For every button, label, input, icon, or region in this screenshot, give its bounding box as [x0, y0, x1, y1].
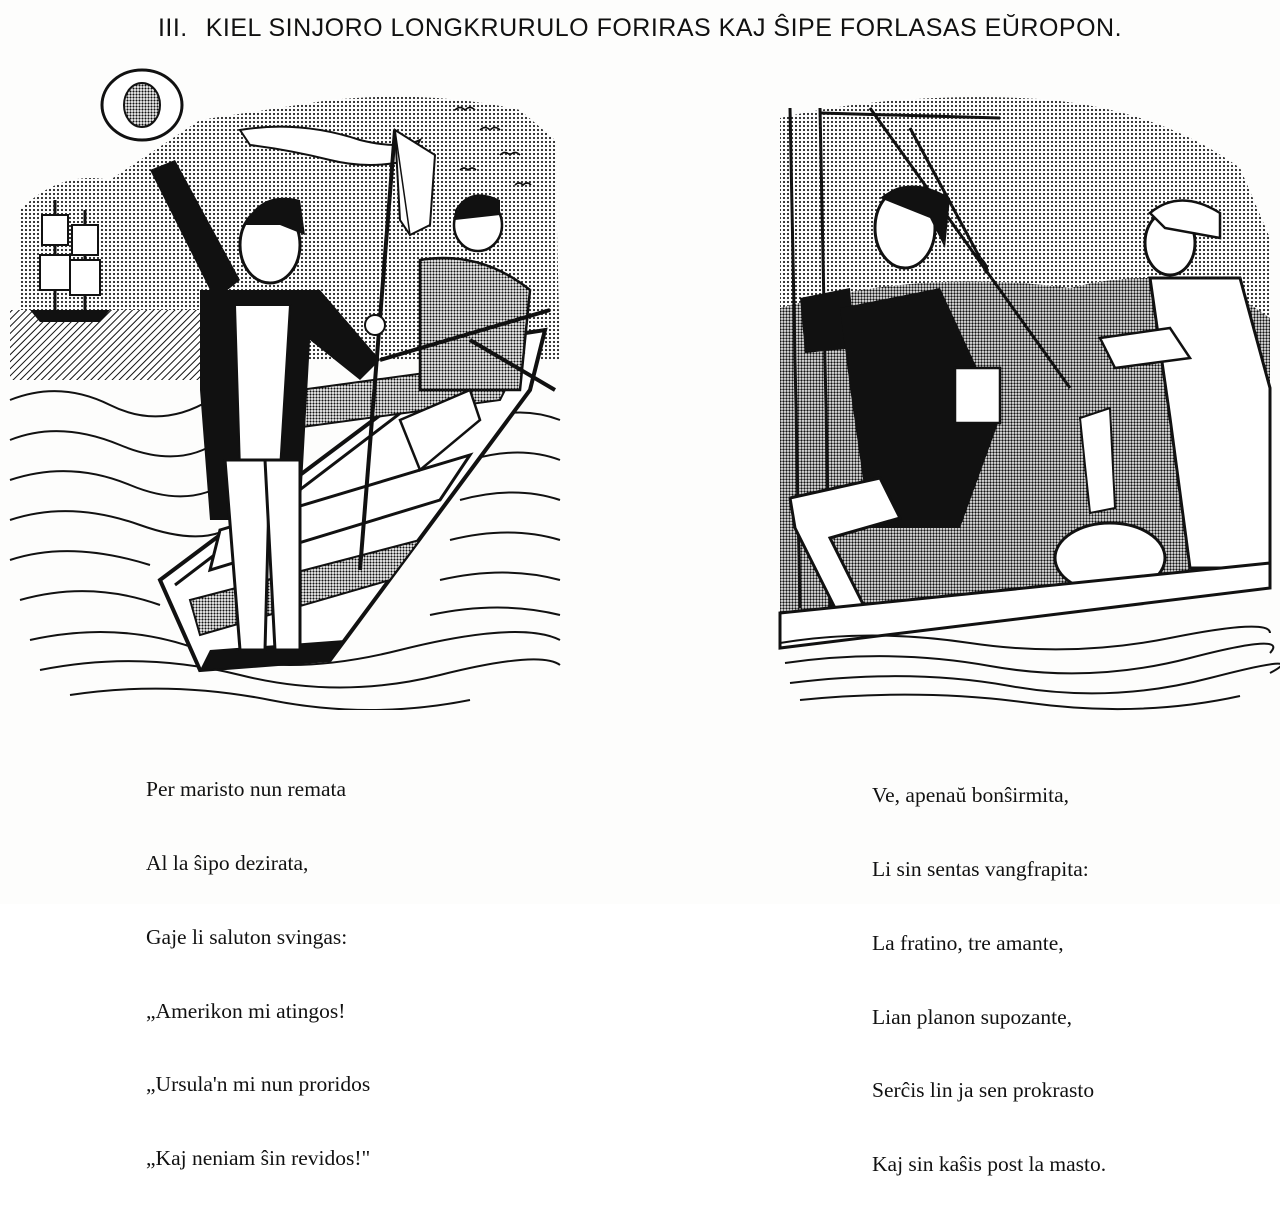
verse-line: Per maristo nun remata — [146, 777, 347, 802]
verse-line: „Kaj neniam ŝin revidos!" — [146, 1146, 371, 1171]
title-text: KIEL SINJORO LONGKRURULO FORIRAS KAJ ŜIPE FORLASAS EŬROPON. — [205, 14, 1123, 42]
verse-line: Lian planon supozante, — [872, 1004, 1073, 1029]
illustration-left — [0, 60, 570, 710]
verse-line: Kaj sin kaŝis post la masto. — [872, 1152, 1107, 1177]
verse-line: Serĉis lin ja sen prokrasto — [872, 1078, 1095, 1103]
verse-line: Al la ŝipo dezirata, — [146, 850, 309, 875]
verse-left — [146, 728, 370, 1220]
verse-line: Gaje li saluton svingas: — [146, 924, 348, 949]
illustration-right — [770, 88, 1280, 713]
verse-line: Li sin sentas vangfrapita: — [872, 856, 1089, 881]
ship-deck-scene — [770, 88, 1280, 713]
verse-right — [872, 734, 1106, 1226]
rowboat-scene — [0, 60, 570, 710]
verse-line: Ve, apenaŭ bonŝirmita, — [872, 783, 1070, 808]
title-number: III. — [157, 14, 188, 42]
page-title — [0, 14, 1280, 43]
verse-line: „Amerikon mi atingos! — [146, 998, 346, 1023]
verse-line: La fratino, tre amante, — [872, 930, 1064, 955]
verse-line: „Ursula'n mi nun proridos — [146, 1072, 371, 1097]
